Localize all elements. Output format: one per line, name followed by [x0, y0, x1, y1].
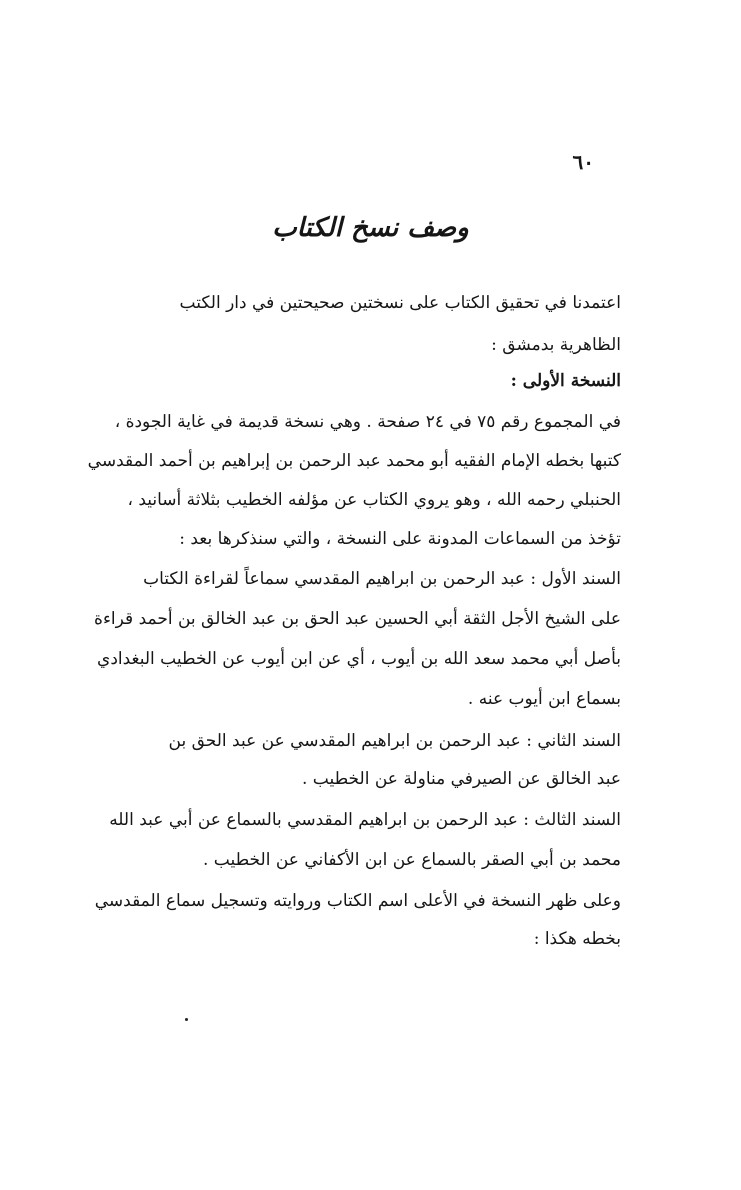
sanad-2-line: عبد الخالق عن الصيرفي مناولة عن الخطيب . [301, 769, 621, 789]
description-line: تؤخذ من السماعات المدونة على النسخة ، والتي سنذكرها بعد : [179, 529, 621, 549]
sanad-1-line: بأصل أبي محمد سعد الله بن أيوب ، أي عن ابن أيوب عن الخطيب البغدادي [97, 649, 621, 669]
description-paragraph [87, 403, 621, 559]
closing-line: بخطه هكذا : [533, 929, 621, 949]
sanad-3-line: محمد بن أبي الصقر بالسماع عن ابن الأكفاني عن الخطيب . [202, 850, 621, 870]
sanad-1-line: على الشيخ الأجل الثقة أبي الحسين عبد الحق بن عبد الخالق بن أحمد قراءة [94, 609, 621, 629]
copy-heading [116, 362, 621, 400]
description-line: كتبها بخطه الإمام الفقيه أبو محمد عبد الرحمن بن إبراهيم بن أحمد المقدسي [87, 451, 621, 471]
intro-line: اعتمدنا في تحقيق الكتاب على نسختين صحيحتين في دار الكتب [179, 293, 621, 313]
description-line: الحنبلي رحمه الله ، وهو يروي الكتاب عن مؤلفه الخطيب بثلاثة أسانيد ، [127, 490, 621, 510]
copy-heading-text: النسخة الأولى : [510, 371, 621, 391]
sanad-1-paragraph [94, 559, 621, 719]
intro-paragraph [116, 282, 621, 366]
intro-line: الظاهرية بدمشق : [491, 335, 621, 355]
page-number: ٦٠ [572, 150, 594, 174]
sanad-1-line: بسماع ابن أيوب عنه . [467, 689, 621, 709]
sanad-3-paragraph [109, 800, 621, 880]
sanad-2-paragraph [116, 722, 621, 798]
section-title: وصف نسخ الكتاب [272, 213, 469, 243]
sanad-2-line: السند الثاني : عبد الرحمن بن ابراهيم المقدسي عن عبد الحق بن [168, 731, 621, 751]
closing-paragraph [94, 882, 621, 958]
sanad-1-line: السند الأول : عبد الرحمن بن ابراهيم المقدسي سماعاً لقراءة الكتاب [143, 569, 621, 589]
closing-line: وعلى ظهر النسخة في الأعلى اسم الكتاب وروايته وتسجيل سماع المقدسي [94, 891, 621, 911]
stray-dot [185, 1018, 188, 1021]
description-line: في المجموع رقم ٧٥ في ٢٤ صفحة . وهي نسخة قديمة في غاية الجودة ، [114, 412, 621, 432]
sanad-3-line: السند الثالث : عبد الرحمن بن ابراهيم المقدسي بالسماع عن أبي عبد الله [109, 810, 621, 830]
